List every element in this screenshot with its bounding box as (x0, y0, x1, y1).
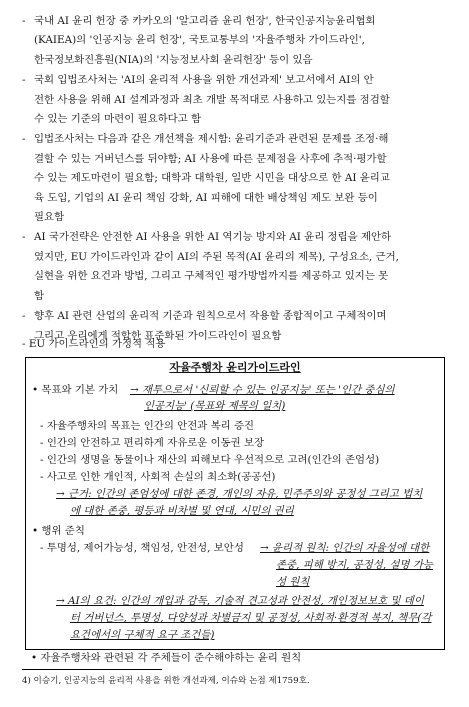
basis-arrow-line: 에 대한 존중, 평등과 비차별 및 연대, 시민의 권리 (70, 505, 294, 517)
bullet-line: 그리고 우리에게 적합한 표준화된 가이드라인이 필요함 (34, 329, 282, 342)
goal-arrow-note: → 재투으로서 '신뢰할 수 있는 인공지능' 또는 '인간 중심의 (130, 384, 395, 396)
eu-guideline-heading: - EU 가이드라인의 가정적 적용 (22, 338, 166, 350)
bullet-line: 수 있는 기준의 마련이 필요하다고 함 (34, 113, 202, 126)
basis-arrow-line: → 근거: 인간의 존엄성에 대한 존경, 개인의 자유, 민주주의와 공정성 그리고 법치 (56, 488, 423, 500)
bullet-line: 전한 사용을 위해 AI 설계과정과 최초 개발 목적대로 사용하고 있는지를 점검할 (34, 93, 390, 106)
box-title-text: 자율주행차 윤리가이드라인 (169, 361, 301, 374)
rules-item: - 투명성, 제어가능성, 책임성, 안전성, 보안성 (40, 542, 244, 554)
bullet-line: 향후 AI 관련 산업의 윤리적 기준과 원칙으로서 작용할 종합적이고 구체적이며 (34, 310, 387, 323)
bullet-dash: - (22, 74, 26, 87)
bullet-line: 국내 AI 윤리 헌장 중 카카오의 '알고리즘 윤리 헌장', 한국인공지능윤리협회 (34, 15, 376, 27)
box-list-item: - 사고로 인한 개인적, 사회적 손실의 최소화(공공선) (40, 471, 276, 483)
goal-arrow-note-2 (144, 398, 285, 415)
bullet-dash: - (22, 231, 26, 244)
requirement-arrow-line: 요건에서의 구체적 요구 조건들) (70, 629, 215, 641)
requirement-arrow-line: 터 거버넌스, 투명성, 다양성과 차별금지 및 공정성, 사회적·환경적 복지, 책무(각 (70, 612, 432, 624)
principle-arrow-line: 성 원칙 (276, 576, 310, 588)
bullet-line: (KAIEA)의 '인공지능 윤리 헌장', 국토교통부의 '자율주행차 가이드라인', (34, 34, 365, 47)
box-list-item: - 인간의 생명을 동물이나 재산의 피해보다 우선적으로 고려(인간의 존엄성) (40, 454, 380, 466)
bullet-item (22, 228, 452, 306)
principle-arrow-line: → 윤리적 원칙: 인간의 자율성에 대한 (260, 542, 430, 554)
bullet-list (22, 12, 452, 347)
box-title (26, 361, 444, 375)
goal-arrow-note-2-text: 인공지능' (목표와 제목의 일치) (144, 400, 286, 412)
bullet-line: AI 국가전략은 안전한 AI 사용을 위한 AI 역기능 방지와 AI 윤리 정립을 제안하 (34, 231, 392, 244)
bullet-line: 필요함 (34, 211, 65, 224)
bullet-item (22, 71, 452, 129)
guideline-box (25, 357, 445, 650)
bullet-dash: - (22, 133, 26, 146)
bullet-line: 입법조사처는 다음과 같은 개선책을 제시함: 윤리기준과 관련된 문제를 조정·해 (34, 133, 389, 146)
principle-arrow-line: 존중, 피해 방지, 공정성, 설명 가능 (276, 559, 433, 571)
bullet-line: 수 있는 제도마련이 필요함; 대학과 대학원, 일반 시민을 대상으로 한 AI 윤리교 (34, 172, 390, 185)
box-list-item: - 자율주행차의 목표는 인간의 안전과 복리 증진 (40, 420, 255, 432)
bullet-dash: - (22, 310, 26, 323)
requirement-arrow-line: → AI의 요건: 인간의 개입과 감독, 기술적 견고성과 안전성, 개인정보보호 및 데이 (56, 595, 424, 607)
bullet-line: 한국정보화진흥원(NIA)의 '지능정보사회 윤리헌장' 등이 있음 (34, 53, 313, 66)
bullet-line: 국회 입법조사처는 'AI의 윤리적 사용을 위한 개선과제' 보고서에서 AI의 안 (34, 74, 374, 87)
box-list-item: - 인간의 안전하고 편리하게 자유로운 이동권 보장 (40, 437, 265, 449)
goal-heading: • 목표와 기본 가치 (32, 384, 119, 396)
bullet-dash: - (22, 15, 26, 27)
rules-heading: • 행위 준칙 (32, 525, 85, 537)
bullet-line: 였지만, EU 가이드라인과 같이 AI의 주된 목적(AI 윤리의 제목), 구성요소, 근거, (34, 250, 399, 263)
bullet-line: 결할 수 있는 거버넌스를 뒤야함; AI 사용에 따른 문제점을 사후에 추적·평가할 (34, 152, 387, 165)
bullet-item (22, 12, 452, 70)
bullet-item (22, 130, 452, 227)
bullet-line: 실현을 위한 요건과 방법, 그리고 구체적인 평가방법까지를 제공하고 있지는 못 (34, 270, 389, 283)
footnote-divider (22, 669, 162, 670)
bullet-line: 함 (34, 289, 45, 302)
footnote: 4) 이승기, 인공지능의 윤리적 사용을 위한 개선과제, 이슈와 논점 제1759호. (22, 676, 310, 686)
bullet-line: 육 도입, 기업의 AI 윤리 책임 강화, AI 피해에 대한 배상책임 제도 보완 등이 (34, 191, 378, 204)
box-last-item: • 자율주행차와 관련된 각 주체들이 준수해야하는 윤리 원칙 (31, 652, 302, 664)
